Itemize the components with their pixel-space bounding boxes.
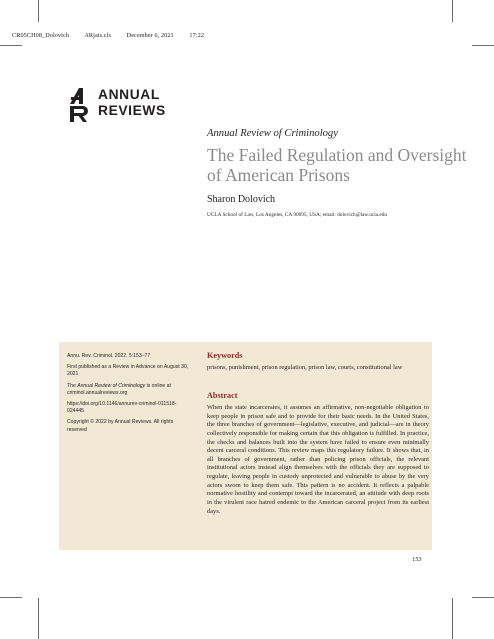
- author-name: Sharon Dolovich: [207, 194, 276, 205]
- journal-name: Annual Review of Criminology: [207, 128, 338, 139]
- running-header: [12, 32, 218, 39]
- logo-line-2: REVIEWS: [98, 103, 166, 118]
- header-file: CR05CH08_Dolovich: [12, 32, 70, 39]
- copyright: Copyright © 2022 by Annual Reviews. All rights reserved: [67, 419, 174, 433]
- crop-mark: [0, 597, 22, 598]
- keywords-text: prisons, punishment, prison regulation, prison law, courts, constitutional law: [207, 364, 403, 371]
- online-note-journal: Annual Review of Criminology: [77, 382, 146, 389]
- online-note-post: is online at criminol.annualreviews.org: [67, 382, 171, 396]
- crop-mark: [452, 0, 453, 22]
- abstract-heading: Abstract: [207, 391, 238, 400]
- article-title: The Failed Regulation and Oversight of American Prisons: [207, 145, 467, 185]
- online-note: [67, 383, 193, 397]
- header-date: December 6, 2021: [126, 32, 174, 39]
- annual-reviews-logo-icon: [70, 88, 92, 122]
- doi-link[interactable]: https://doi.org/10.1146/annurev-criminol-011518-024445: [67, 401, 177, 415]
- crop-mark: [452, 598, 453, 639]
- citation: Annu. Rev. Criminol. 2022. 5:153–77: [67, 353, 151, 359]
- header-time: 17:22: [189, 32, 205, 39]
- page-number: 153: [412, 556, 422, 563]
- logo-line-1: ANNUAL: [98, 87, 160, 102]
- keywords-heading: Keywords: [207, 351, 243, 360]
- logo-wordmark: [98, 87, 166, 119]
- abstract-text: When the state incarcerates, it assumes an affirmative, non-negotiable obligation to keep people in prison safe and to provide for their basic needs. In the United States, the three branches of government—legislative, executive, and judicial—are in theory collectively responsible for making certain that this obligation is fulfilled. In practice, the checks and balances built into the system have failed to ensure even minimally decent carceral conditions. This review maps this regulatory failure. It shows that, in all branches of government, rather than policing prison officials, the relevant institutional actors instead align themselves with the officials they are supposed to regulate, leaving people in custody unprotected and vulnerable to abuse by the very actors sworn to keep them safe. This pattern is no accident. It reflects a palpable normative hostility and contempt toward the incarcerated, an attitude with deep roots in the virulent race hatred endemic to the American carceral project from its earliest days.: [207, 404, 429, 515]
- crop-mark: [472, 45, 494, 46]
- article-info-sidebar: [67, 353, 193, 438]
- first-published: First published as a Review in Advance on August 30, 2021: [67, 364, 189, 378]
- online-note-pre: The: [67, 382, 78, 389]
- header-cls: ARjats.cls: [84, 32, 111, 39]
- crop-mark: [38, 0, 39, 22]
- author-affiliation: UCLA School of Law, Los Angeles, CA 90095, USA; email: dolovich@law.ucla.edu: [207, 212, 387, 218]
- crop-mark: [472, 597, 494, 598]
- crop-mark: [38, 598, 39, 639]
- crop-mark: [0, 45, 22, 46]
